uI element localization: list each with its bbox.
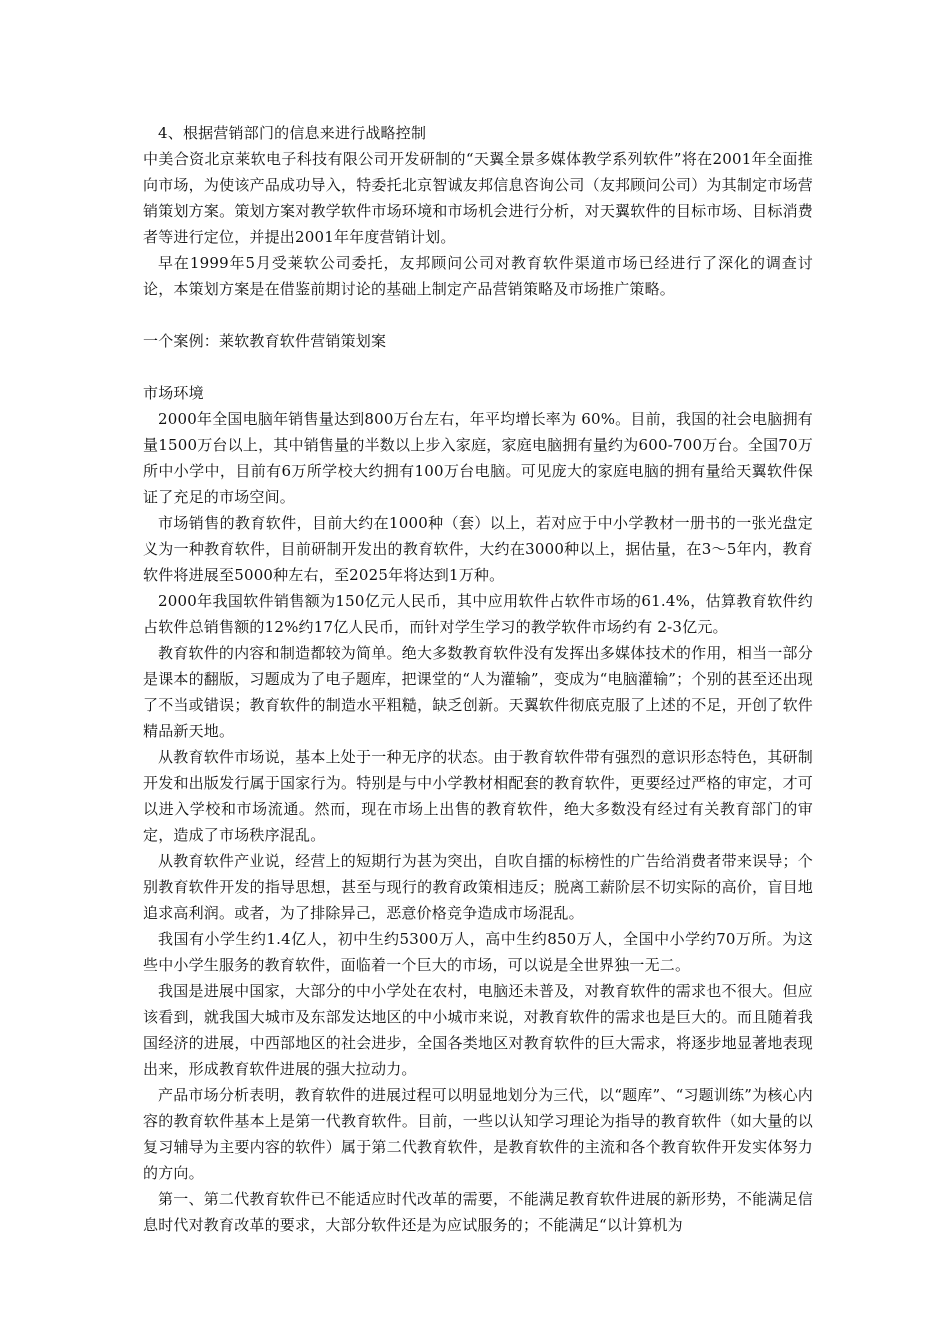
body-paragraph: 2000年我国软件销售额为150亿元人民币，其中应用软件占软件市场的61.4%，估算教育软件约占软件总销售额的12%约17亿人民币，而针对学生学习的教学软件市场约有 2-3亿元。 [143,592,813,636]
body-paragraph: 我国有小学生约1.4亿人，初中生约5300万人，高中生约850万人，全国中小学约70万所。为这些中小学生服务的教育软件，面临着一个巨大的市场，可以说是全世界独一无二。 [143,930,813,974]
body-paragraph: 我国是进展中国家，大部分的中小学处在农村，电脑还未普及，对教育软件的需求也不很大。但应该看到，就我国大城市及东部发达地区的中小城市来说，对教育软件的需求也是巨大的。而且随着我国经济的进展，中西部地区的社会进步，全国各类地区对教育软件的巨大需求，将逐步地显著地表现出来，形成教育软件进展的强大拉动力。 [143,982,813,1078]
blank-line [143,354,813,380]
blank-line [143,302,813,328]
intro-paragraph: 早在1999年5月受莱软公司委托，友邦顾问公司对教育软件渠道市场已经进行了深化的调查讨论，本策划方案是在借鉴前期讨论的基础上制定产品营销策略及市场推广策略。 [143,254,813,298]
body-paragraph: 从教育软件市场说，基本上处于一种无序的状态。由于教育软件带有强烈的意识形态特色，其研制开发和出版发行属于国家行为。特别是与中小学教材相配套的教育软件，更要经过严格的审定，才可以进入学校和市场流通。然而，现在市场上出售的教育软件，绝大多数没有经过有关教育部门的审定，造成了市场秩序混乱。 [143,748,813,844]
case-title: 一个案例：莱软教育软件营销策划案 [143,332,387,350]
body-paragraph: 产品市场分析表明，教育软件的进展过程可以明显地划分为三代，以“题库”、“习题训练”为核心内容的教育软件基本上是第一代教育软件。目前，一些以认知学习理论为指导的教育软件（如大量的以复习辅导为主要内容的软件）属于第二代教育软件，是教育软件的主流和各个教育软件开发实体努力的方向。 [143,1086,813,1182]
document-body [143,120,813,1238]
body-paragraph: 市场销售的教育软件，目前大约在1000种（套）以上，若对应于中小学教材一册书的一张光盘定义为一种教育软件，目前研制开发出的教育软件，大约在3000种以上，据估量，在3～5年内，教育软件将进展至5000种左右，至2025年将达到1万种。 [143,514,813,584]
body-paragraph: 第一、第二代教育软件已不能适应时代改革的需要，不能满足教育软件进展的新形势，不能满足信息时代对教育改革的要求，大部分软件还是为应试服务的；不能满足“以计算机为 [143,1190,813,1234]
body-paragraph: 从教育软件产业说，经营上的短期行为甚为突出，自吹自擂的标榜性的广告给消费者带来误导；个别教育软件开发的指导思想，甚至与现行的教育政策相违反；脱离工薪阶层不切实际的高价，盲目地追求高利润。或者，为了排除异己，恶意价格竞争造成市场混乱。 [143,852,813,922]
body-paragraph: 2000年全国电脑年销售量达到800万台左右，年平均增长率为 60%。目前，我国的社会电脑拥有量1500万台以上，其中销售量的半数以上步入家庭，家庭电脑拥有量约为600-700万台。全国70万所中小学中，目前有6万所学校大约拥有100万台电脑。可见庞大的家庭电脑的拥有量给天翼软件保证了充足的市场空间。 [143,410,813,506]
section-title: 市场环境 [143,384,204,402]
body-paragraph: 教育软件的内容和制造都较为简单。绝大多数教育软件没有发挥出多媒体技术的作用，相当一部分是课本的翻版，习题成为了电子题库，把课堂的“人为灌输”，变成为“电脑灌输”；个别的甚至还出现了不当或错误；教育软件的制造水平粗糙，缺乏创新。天翼软件彻底克服了上述的不足，开创了软件精品新天地。 [143,644,813,740]
strategy-item: 4、根据营销部门的信息来进行战略控制 [158,124,427,142]
intro-paragraph: 中美合资北京莱软电子科技有限公司开发研制的“天翼全景多媒体教学系列软件”将在2001年全面推向市场，为使该产品成功导入，特委托北京智诚友邦信息咨询公司（友邦顾问公司）为其制定市场营销策划方案。策划方案对教学软件市场环境和市场机会进行分析，对天翼软件的目标市场、目标消费者等进行定位，并提出2001年年度营销计划。 [143,150,813,246]
